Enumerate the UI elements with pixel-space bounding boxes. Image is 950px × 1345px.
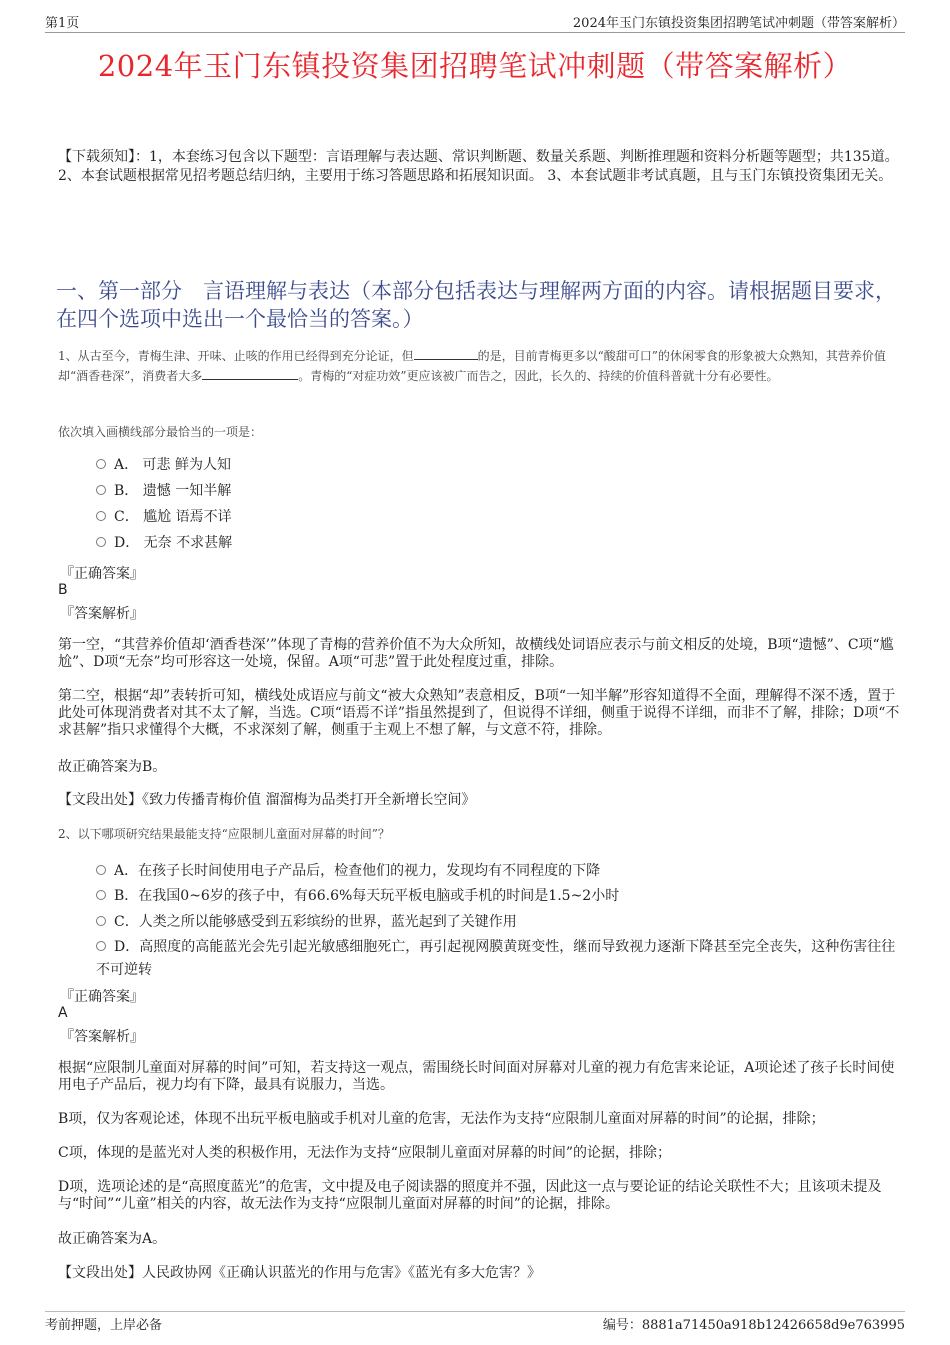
q1-analysis-paragraph: 第二空，根据“却”表转折可知，横线处成语应与前文“被大众熟知”表意相反，B项“一知半解”形容知道得不全面，理解得不深不透，置于此处可体现消费者对其不太了解，当选。C项“语焉不详”指虽然提到了，但说得不详细，侧重于说得不详细，而非不了解，排除；D项“不求甚解”指只求懂得个大概，不求深刻了解，侧重于主观上不想了解，与文意不符，排除。	[58, 688, 900, 738]
fill-blank-1	[414, 359, 478, 360]
q1-option-c[interactable]: C． 尴尬 语焉不详	[96, 505, 896, 530]
radio-icon[interactable]	[96, 485, 106, 495]
footer-slogan: 考前押题，上岸必备	[45, 1318, 163, 1333]
q2-option-d[interactable]: D．高照度的高能蓝光会先引起光敏感细胞死亡，再引起视网膜黄斑变性，继而导致视力逐渐下降甚至完全丧失，这种伤害往往不可逆转	[96, 939, 896, 978]
q1-conclusion: 故正确答案为B。	[58, 759, 167, 775]
header-title: 2024年玉门东镇投资集团招聘笔试冲刺题（带答案解析）	[572, 16, 905, 31]
question-2-stem: 2、以下哪项研究结果最能支持“应限制儿童面对屏幕的时间”？	[58, 827, 390, 841]
q2-answer-label: 『正确答案』	[60, 989, 144, 1005]
footer-divider	[45, 1311, 905, 1312]
q1-source: 【文段出处】《致力传播青梅价值 溜溜梅为品类打开全新增长空间》	[58, 792, 476, 808]
radio-icon[interactable]	[96, 865, 106, 875]
q1-answer: B	[58, 582, 68, 598]
fill-blank-2	[202, 379, 298, 380]
stem-part-a: 1、从古至今，青梅生津、开味、止咳的作用已经得到充分论证，但	[58, 349, 414, 363]
q2-source: 【文段出处】人民政协网《正确认识蓝光的作用与危害》《蓝光有多大危害？》	[58, 1265, 541, 1281]
q2-conclusion: 故正确答案为A。	[58, 1231, 167, 1247]
radio-icon[interactable]	[96, 459, 106, 469]
document-id: 编号：8881a71450a918b12426658d9e763995	[602, 1318, 905, 1333]
q2-option-b[interactable]: B．在我国0~6岁的孩子中，有66.6%每天玩平板电脑或手机的时间是1.5~2小时	[96, 884, 896, 909]
q1-answer-label: 『正确答案』	[60, 566, 144, 582]
radio-icon[interactable]	[96, 511, 106, 521]
stem-part-c: 。青梅的“对症功效”更应该被广而告之，因此，长久的、持续的价值科普就十分有必要性。	[298, 369, 779, 383]
q2-analysis-paragraph: D项，选项论述的是“高照度蓝光”的危害，文中提及电子阅读器的照度并不强，因此这一点与要论证的结论关联性不大；且该项未提及与“时间”“儿童”相关的内容，故无法作为支持“应限制儿童面对屏幕的时间”的论据，排除。	[58, 1179, 882, 1212]
q1-option-d[interactable]: D． 无奈 不求甚解	[96, 531, 896, 556]
q2-analysis-label: 『答案解析』	[60, 1029, 144, 1045]
radio-icon[interactable]	[96, 890, 106, 900]
radio-icon[interactable]	[96, 916, 106, 926]
q2-answer: A	[58, 1005, 68, 1021]
section-heading: 一、第一部分 言语理解与表达（本部分包括表达与理解两方面的内容。请根据题目要求，在四个选项中选出一个最恰当的答案。）	[56, 279, 896, 331]
q1-option-a[interactable]: A． 可悲 鲜为人知	[96, 453, 896, 478]
q2-analysis-paragraph: B项，仅为客观论述，体现不出玩平板电脑或手机对儿童的危害，无法作为支持“应限制儿童面对屏幕的时间”的论据，排除；	[58, 1111, 825, 1127]
header-divider	[45, 32, 905, 33]
q2-analysis-paragraph: 根据“应限制儿童面对屏幕的时间”可知，若支持这一观点，需围绕长时间面对屏幕对儿童的视力有危害来论证，A项论述了孩子长时间使用电子产品后，视力均有下降，最具有说服力，当选。	[58, 1060, 895, 1093]
q1-analysis-paragraph: 第一空，“其营养价值却‘酒香巷深’”体现了青梅的营养价值不为大众所知，故横线处词语应表示与前文相反的处境，B项“遗憾”、C项“尴尬”、D项“无奈”均可形容这一处境，保留。A项“可悲”置于此处程度过重，排除。	[58, 637, 894, 670]
document-title: 2024年玉门东镇投资集团招聘笔试冲刺题（带答案解析）	[97, 49, 853, 83]
q1-analysis-label: 『答案解析』	[60, 606, 144, 622]
page-number: 第1页	[45, 16, 80, 31]
download-notice: 【下载须知】：1，本套练习包含以下题型：言语理解与表达题、常识判断题、数量关系题、判断推理题和资料分析题等题型；共135道。 2、本套试题根据常见招考题总结归纳，主要用于练习答题思路和拓展知识面。 3、本套试题非考试真题，且与玉门东镇投资集团无关。	[58, 149, 899, 184]
radio-icon[interactable]	[96, 941, 106, 951]
q2-option-a[interactable]: A．在孩子长时间使用电子产品后，检查他们的视力，发现均有不同程度的下降	[96, 859, 896, 884]
stem-part-b: 的是，目前青梅更多以“酸甜可口”的休闲零食的形象被大众熟知，其营养价值却“酒香巷深”，消费者大多	[58, 349, 886, 383]
question-1-stem	[58, 346, 900, 386]
radio-icon[interactable]	[96, 537, 106, 547]
question-1-prompt: 依次填入画横线部分最恰当的一项是：	[58, 425, 263, 439]
q2-option-c[interactable]: C．人类之所以能够感受到五彩缤纷的世界，蓝光起到了关键作用	[96, 910, 896, 935]
q2-analysis-paragraph: C项，体现的是蓝光对人类的积极作用，无法作为支持“应限制儿童面对屏幕的时间”的论据，排除；	[58, 1145, 672, 1161]
q1-option-b[interactable]: B． 遗憾 一知半解	[96, 479, 896, 504]
